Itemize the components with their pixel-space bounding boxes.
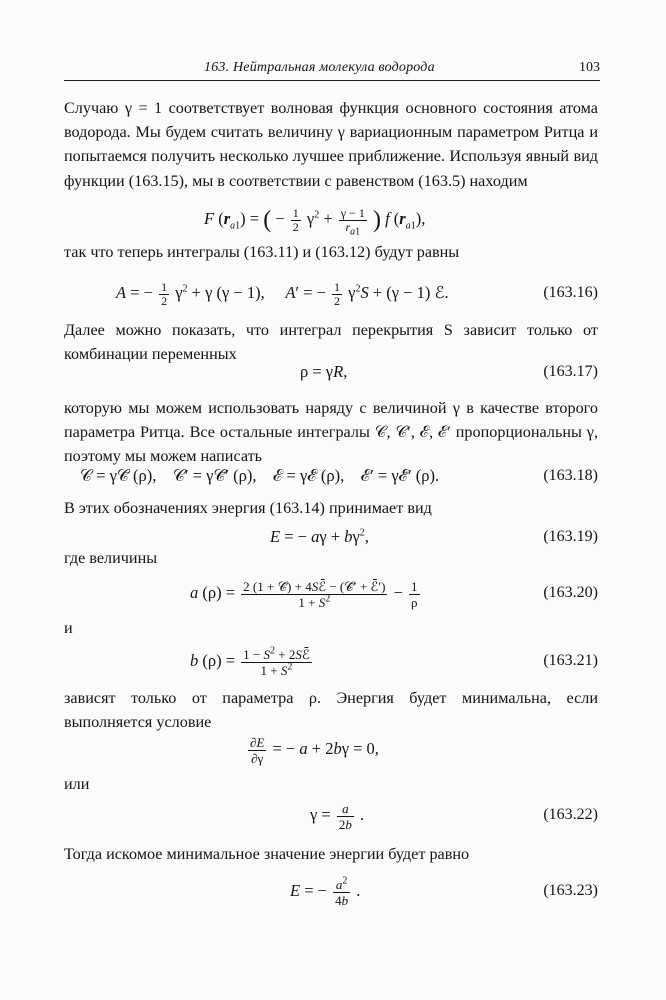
running-header [64, 60, 600, 82]
equation-number: (163.19) [543, 528, 598, 545]
paragraph-overlap: Далее можно показать, что интеграл перекрытия S зависит только от комбинации переменных [64, 321, 598, 364]
paragraph-energy: В этих обозначениях энергия (163.14) принимает вид [64, 499, 432, 517]
paragraph-where: где величины [64, 549, 158, 567]
equation-number: (163.20) [543, 584, 598, 601]
equation-163-21: b (ρ) = $\frac{1 - S^2 + 2Sℰ̄}{1 + S^2}$ (163.21) [190, 645, 598, 678]
equation-number: (163.16) [543, 284, 598, 301]
equation-163-17: ρ = γR, (163.17) [64, 357, 598, 387]
paragraph-intro: Случаю γ = 1 соответствует волновая функция основного состояния атома водорода. Мы будем считать величину γ вариационным параметром Ритца и попытаемся получить несколько лучшее приближение. Используя явный вид функции (163.15), мы в соответствии с равенством (163.5) находим [64, 99, 598, 190]
paragraph-integrals: так что теперь интегралы (163.11) и (163.12) будут равны [64, 243, 460, 261]
equation-derivative: $\frac{\partial E}{\partial\gamma}$ = − a + 2bγ = 0, [250, 734, 379, 766]
page-number: 103 [579, 60, 600, 75]
paragraph-and: и [64, 619, 73, 637]
header-rule [64, 80, 600, 81]
equation-number: (163.21) [543, 652, 598, 669]
equation-163-18: 𝒞 = γ𝒞̄ (ρ), 𝒞′ = γ𝒞̄′ (ρ), ℰ = γℰ̄ (ρ), ℰ′ = γℰ̄′ (ρ). (163.18) [64, 461, 598, 491]
equation-163-22: γ = $\frac{a}{2b}$ . (163.22) [310, 800, 598, 832]
equation-F: F $(r_{a1})$ = ( − $\frac{1}{2}$ $\gamma^2$ + $\frac{\gamma - 1}{r_{a1}}$ ) f $(r_{a1})$, [204, 205, 426, 238]
equation-163-20: a (ρ) = $\frac{\text{2 (1 + 𝒞̄) + 4Sℰ̄ − (𝒞̄′ + ℰ̄′)}}{1 + S^2}$ − $\frac{1}{\rho}$ (163.20) [190, 578, 598, 610]
equation-number: (163.22) [543, 806, 598, 823]
equation-number: (163.17) [543, 363, 598, 380]
equation-163-19: E = − $a\gamma + b\gamma^2$, (163.19) [64, 522, 598, 552]
paragraph-ritz: которую мы можем использовать наряду с величиной γ в качестве второго параметра Ритца. Все остальные интегралы 𝒞, 𝒞′, ℰ, ℰ′ пропорциональны γ, поэтому мы можем написать [64, 399, 598, 466]
equation-163-16: A = − $\frac{1}{2}$ $\gamma^2 + \gamma$ (γ − 1), A′ = − $\frac{1}{2}$ $\gamma^2S + (\gamma - 1)$ ℰ. (163.16) [116, 279, 598, 308]
paragraph-final: Тогда искомое минимальное значение энергии будет равно [64, 845, 470, 863]
paragraph-minimum: зависят только от параметра ρ. Энергия будет минимальна, если выполняется условие [64, 689, 598, 732]
section-title: 163. Нейтральная молекула водорода [204, 60, 435, 75]
equation-number: (163.23) [543, 882, 598, 899]
equation-number: (163.18) [543, 467, 598, 484]
equation-163-23: E = − $\frac{a^2}{4b}$ . (163.23) [290, 875, 598, 908]
paragraph-or: или [64, 775, 90, 793]
